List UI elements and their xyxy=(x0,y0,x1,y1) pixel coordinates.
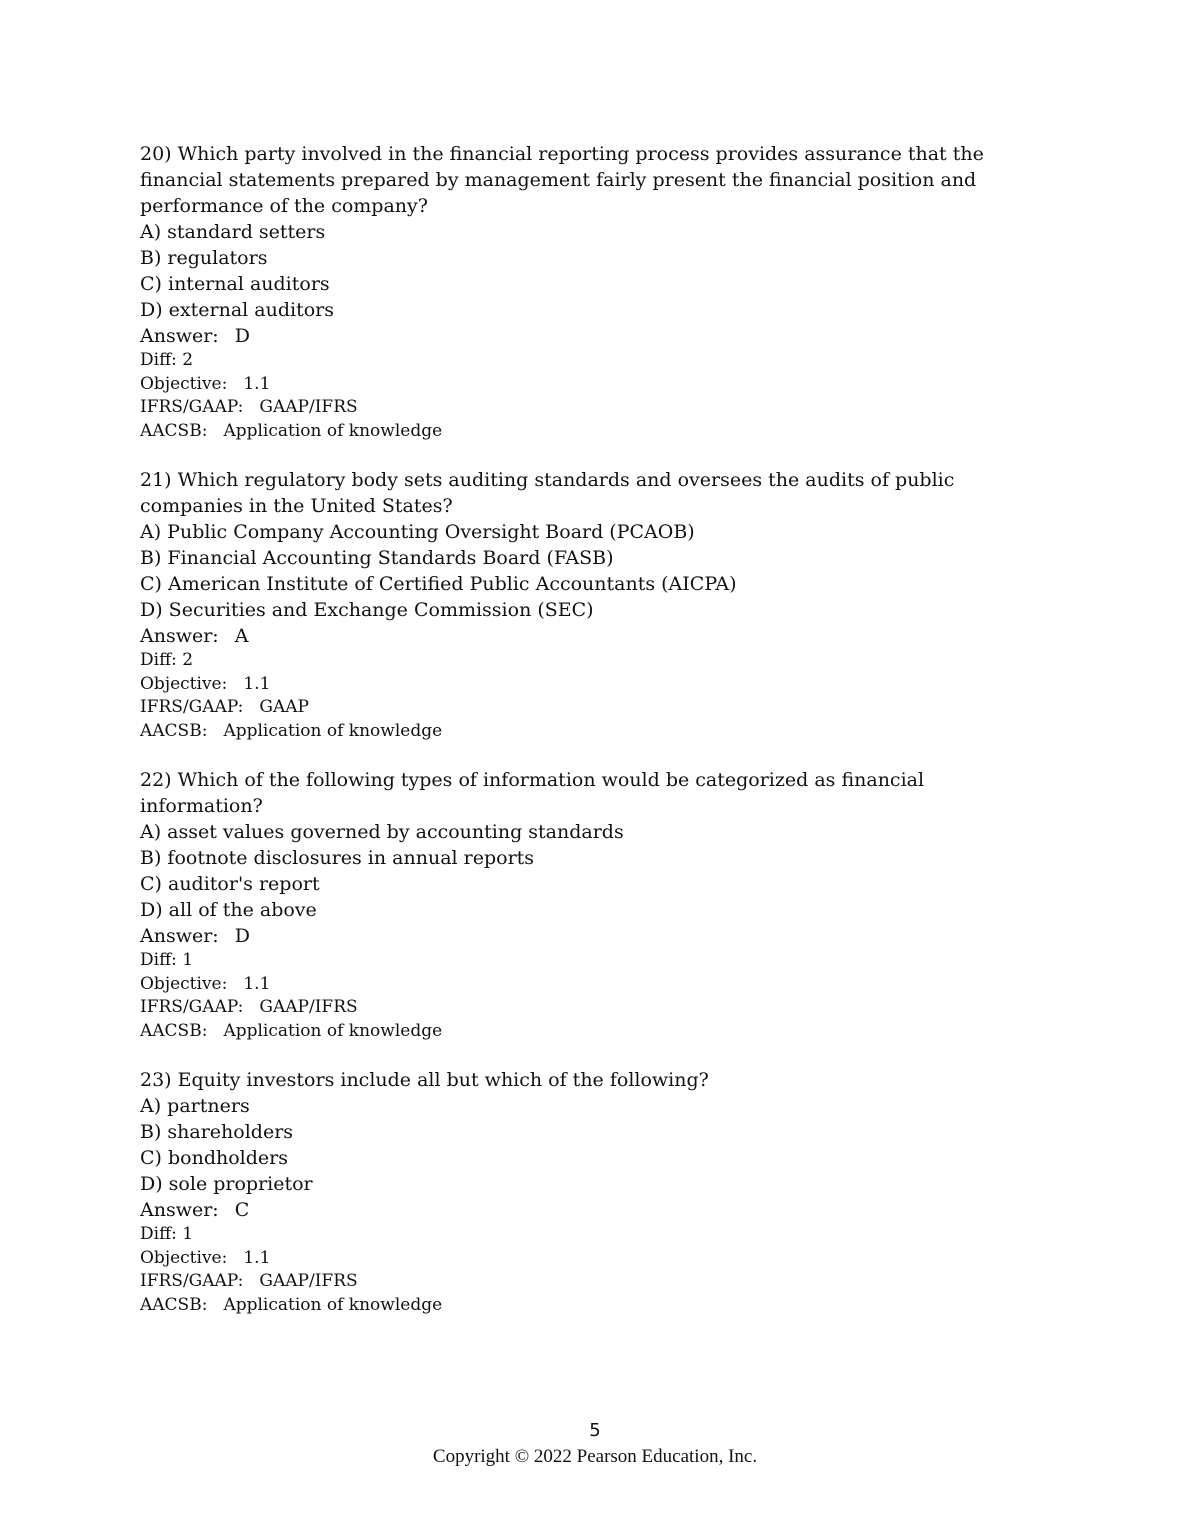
answer-line xyxy=(140,1197,1040,1223)
objective-label: Objective: xyxy=(140,973,228,994)
ifrs-gaap-line xyxy=(140,996,1040,1020)
choice-a: A) asset values governed by accounting standards xyxy=(140,821,624,843)
choice-c: C) internal auditors xyxy=(140,273,330,295)
objective-label: Objective: xyxy=(140,1247,228,1268)
ifrs-gaap-value: GAAP xyxy=(259,697,309,717)
answer-line xyxy=(140,323,1040,349)
difficulty: Diff: 2 xyxy=(140,350,194,370)
ifrs-gaap-value: GAAP/IFRS xyxy=(259,1271,358,1291)
objective-label: Objective: xyxy=(140,673,228,694)
answer-value: D xyxy=(234,925,250,947)
ifrs-gaap-label: IFRS/GAAP: xyxy=(140,397,244,417)
answer-value: C xyxy=(234,1199,250,1221)
aacsb-label: AACSB: xyxy=(140,1020,208,1041)
answer-label: Answer: xyxy=(140,625,219,647)
objective-line xyxy=(140,1247,1040,1271)
choice-c: C) auditor's report xyxy=(140,873,320,895)
question-text: 22) Which of the following types of information would be categorized as financial information? xyxy=(140,769,925,817)
question-20 xyxy=(140,141,1040,443)
ifrs-gaap-label: IFRS/GAAP: xyxy=(140,1271,244,1291)
answer-value: D xyxy=(234,325,250,347)
choice-c: C) American Institute of Certified Public Accountants (AICPA) xyxy=(140,573,737,595)
answer-label: Answer: xyxy=(140,325,219,347)
aacsb-label: AACSB: xyxy=(140,720,208,741)
choice-a: A) partners xyxy=(140,1095,250,1117)
aacsb-line xyxy=(140,720,1040,744)
page-number: 5 xyxy=(589,1420,601,1441)
choice-d: D) Securities and Exchange Commission (SEC) xyxy=(140,599,594,621)
question-23 xyxy=(140,1067,1040,1317)
difficulty: Diff: 2 xyxy=(140,650,194,670)
ifrs-gaap-label: IFRS/GAAP: xyxy=(140,697,244,717)
objective-value: 1.1 xyxy=(243,1247,271,1268)
choice-a: A) standard setters xyxy=(140,221,326,243)
objective-value: 1.1 xyxy=(243,973,271,994)
objective-value: 1.1 xyxy=(243,673,271,694)
objective-label: Objective: xyxy=(140,373,228,394)
choice-c: C) bondholders xyxy=(140,1147,288,1169)
aacsb-line xyxy=(140,420,1040,444)
answer-line xyxy=(140,623,1040,649)
question-text: 20) Which party involved in the financial reporting process provides assurance that the financial statements prepared by management fairly present the financial position and performance of the company? xyxy=(140,143,984,217)
choice-d: D) sole proprietor xyxy=(140,1173,313,1195)
answer-label: Answer: xyxy=(140,1199,219,1221)
choice-b: B) shareholders xyxy=(140,1121,294,1143)
aacsb-label: AACSB: xyxy=(140,1294,208,1315)
objective-line xyxy=(140,973,1040,997)
answer-label: Answer: xyxy=(140,925,219,947)
answer-line xyxy=(140,923,1040,949)
choice-d: D) all of the above xyxy=(140,899,317,921)
choice-b: B) footnote disclosures in annual reports xyxy=(140,847,535,869)
choice-a: A) Public Company Accounting Oversight Board (PCAOB) xyxy=(140,521,695,543)
choice-d: D) external auditors xyxy=(140,299,334,321)
ifrs-gaap-label: IFRS/GAAP: xyxy=(140,997,244,1017)
aacsb-line xyxy=(140,1294,1040,1318)
aacsb-value: Application of knowledge xyxy=(223,1020,443,1041)
aacsb-value: Application of knowledge xyxy=(223,420,443,441)
answer-value: A xyxy=(234,625,249,647)
objective-line xyxy=(140,673,1040,697)
aacsb-value: Application of knowledge xyxy=(223,1294,443,1315)
aacsb-label: AACSB: xyxy=(140,420,208,441)
ifrs-gaap-line xyxy=(140,696,1040,720)
difficulty: Diff: 1 xyxy=(140,950,194,970)
ifrs-gaap-value: GAAP/IFRS xyxy=(259,997,358,1017)
question-text: 23) Equity investors include all but which of the following? xyxy=(140,1069,709,1091)
question-text: 21) Which regulatory body sets auditing standards and oversees the audits of public companies in the United States? xyxy=(140,469,955,517)
question-21 xyxy=(140,467,1040,743)
difficulty: Diff: 1 xyxy=(140,1224,194,1244)
ifrs-gaap-line xyxy=(140,396,1040,420)
question-list xyxy=(140,141,1040,1341)
objective-value: 1.1 xyxy=(243,373,271,394)
choice-b: B) Financial Accounting Standards Board (FASB) xyxy=(140,547,614,569)
aacsb-value: Application of knowledge xyxy=(223,720,443,741)
copyright-notice: Copyright © 2022 Pearson Education, Inc. xyxy=(432,1446,758,1467)
ifrs-gaap-value: GAAP/IFRS xyxy=(259,397,358,417)
question-22 xyxy=(140,767,1040,1043)
aacsb-line xyxy=(140,1020,1040,1044)
ifrs-gaap-line xyxy=(140,1270,1040,1294)
choice-b: B) regulators xyxy=(140,247,268,269)
objective-line xyxy=(140,373,1040,397)
